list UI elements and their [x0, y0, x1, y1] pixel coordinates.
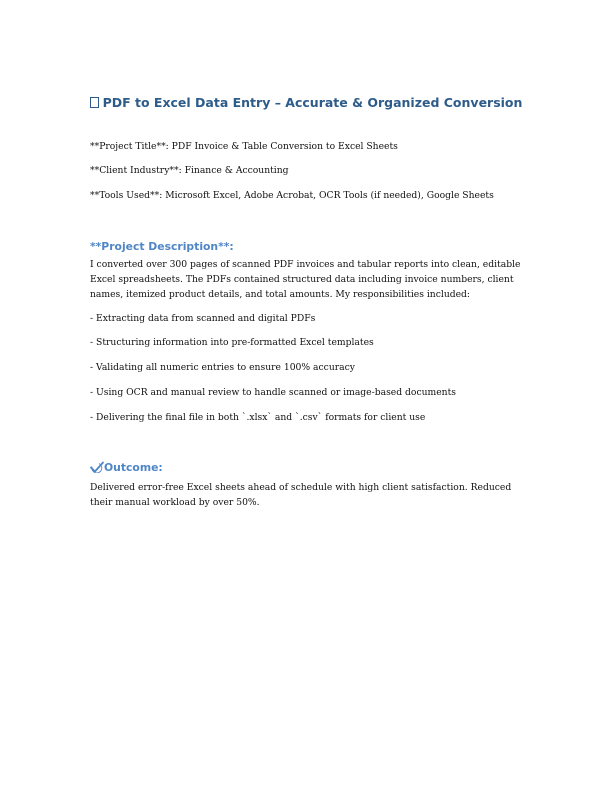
- checkmark-icon: [90, 461, 104, 476]
- document-title-text: PDF to Excel Data Entry – Accurate & Organized Conversion: [102, 95, 523, 110]
- responsibility-item: - Validating all numeric entries to ensure 100% accuracy: [90, 362, 355, 373]
- responsibility-item: - Extracting data from scanned and digital PDFs: [90, 313, 316, 324]
- document-icon: [90, 97, 99, 108]
- responsibility-item: - Structuring information into pre-formatted Excel templates: [90, 337, 374, 348]
- outcome-heading-text: Outcome:: [104, 461, 163, 474]
- document-title: [0, 95, 612, 110]
- tools-used-line: **Tools Used**: Microsoft Excel, Adobe Acrobat, OCR Tools (if needed), Google Sheets: [90, 190, 494, 201]
- outcome-heading: [90, 461, 163, 476]
- project-description-paragraph: I converted over 300 pages of scanned PDF invoices and tabular reports into clean, editable Excel spreadsheets. The PDFs contained structured data including invoice numbers, client names, itemized product details, and total amounts. My responsibilities included:: [90, 259, 521, 301]
- project-title-line: **Project Title**: PDF Invoice & Table Conversion to Excel Sheets: [90, 141, 398, 152]
- outcome-paragraph: Delivered error-free Excel sheets ahead of schedule with high client satisfaction. Reduced their manual workload by over 50%.: [90, 482, 512, 509]
- responsibility-item: - Delivering the final file in both `.xlsx` and `.csv` formats for client use: [90, 412, 426, 423]
- client-industry-line: **Client Industry**: Finance & Accounting: [90, 165, 289, 176]
- project-description-heading: **Project Description**:: [90, 240, 234, 253]
- responsibility-item: - Using OCR and manual review to handle scanned or image-based documents: [90, 387, 456, 398]
